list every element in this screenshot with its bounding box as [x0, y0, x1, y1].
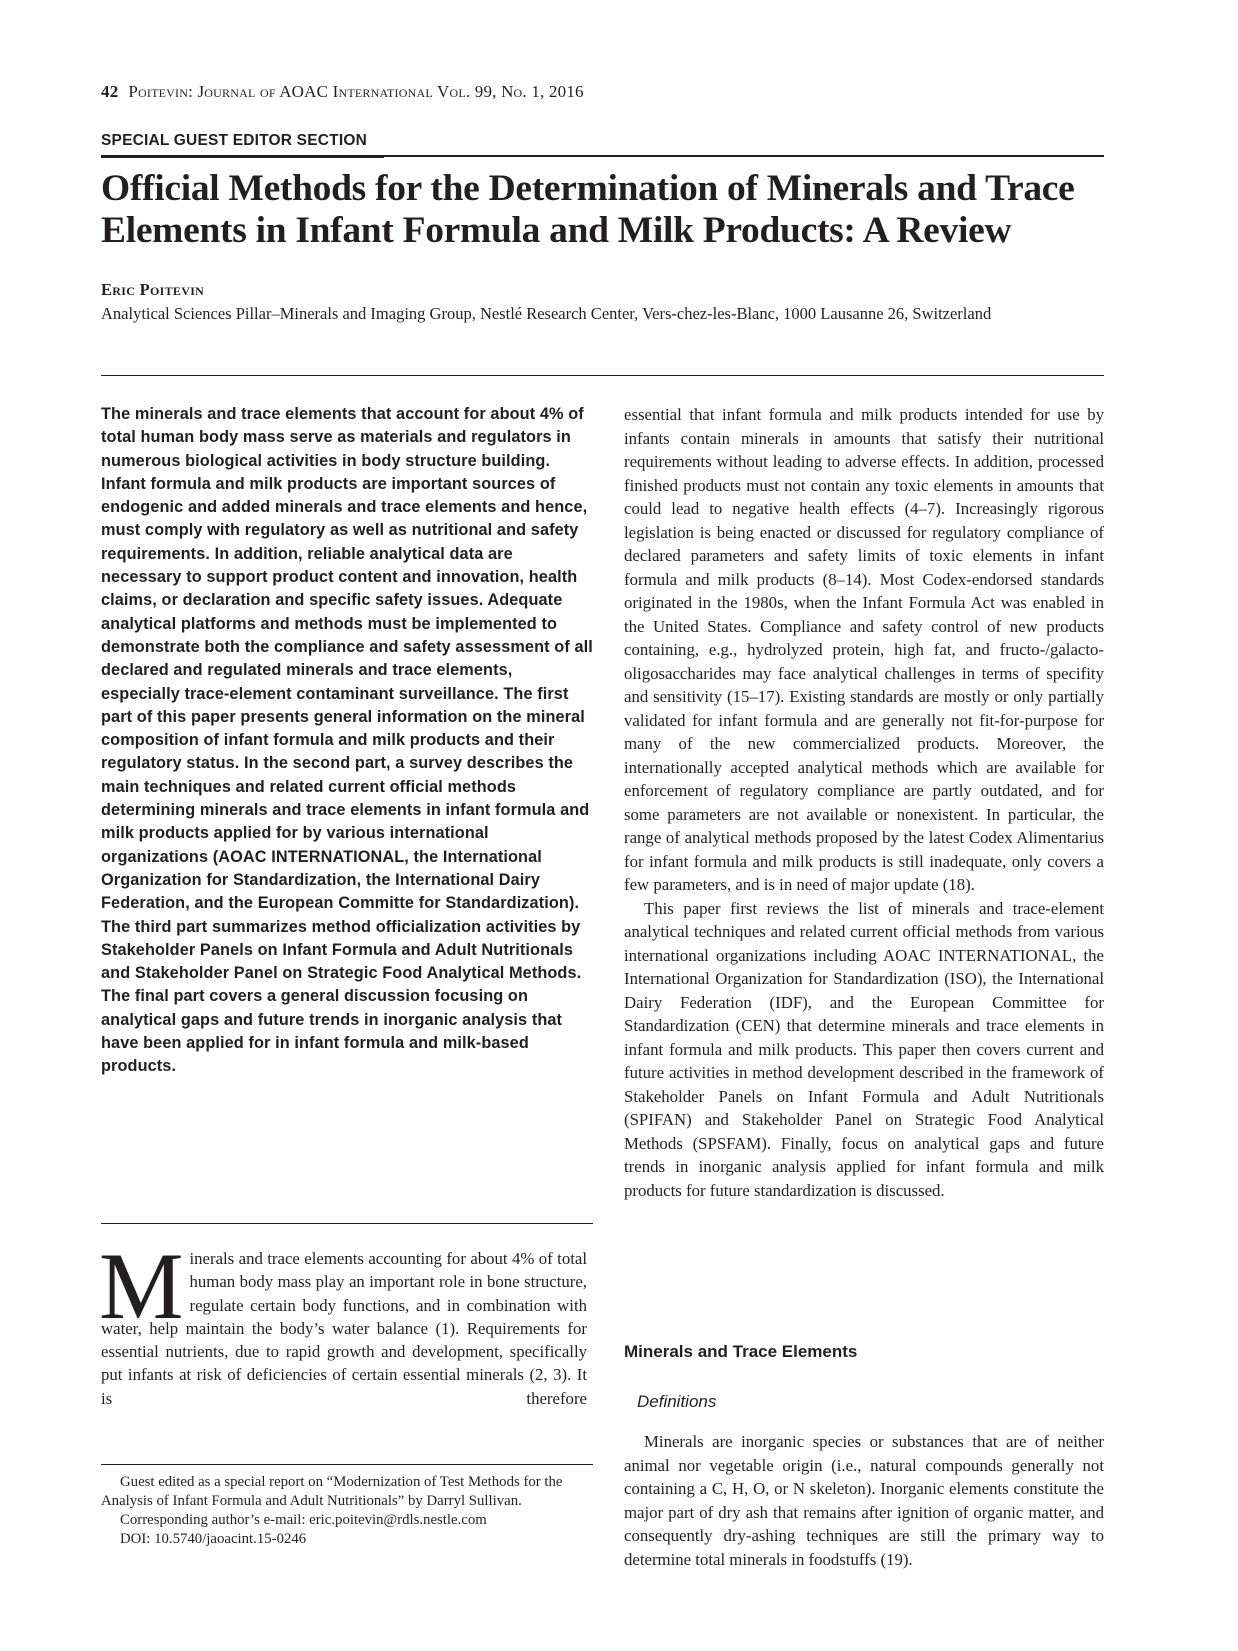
section-heading: Minerals and Trace Elements	[624, 1342, 858, 1361]
body-column-right	[624, 403, 1104, 1202]
section-rule-accent	[101, 155, 384, 158]
body-paragraph-2: This paper first reviews the list of minerals and trace-element analytical techniques and related current official methods from various international organizations including AOAC INTERNATIONAL, the International Organization for Standardization (ISO), the International Dairy Federation (IDF), and the European Committee for Standardization (CEN) that determine minerals and trace elements in infant formula and milk products. This paper then covers current and future activities in method development described in the framework of Stakeholder Panels on Infant Formula and Adult Nutritionals (SPIFAN) and Stakeholder Panel on Strategic Food Analytical Methods (SPSFAM). Finally, focus on analytical gaps and future trends in inorganic analysis applied for infant formula and milk products for future standardization is discussed.	[624, 898, 1104, 1200]
author-name: Eric Poitevin	[101, 280, 205, 299]
footnote-guest-edited: Guest edited as a special report on “Modernization of Test Methods for the Analysis of Infant Formula and Adult Nutritionals” by Darryl Sullivan.	[101, 1474, 563, 1509]
footnotes	[101, 1473, 593, 1549]
page-number: 42	[101, 82, 119, 101]
footnote-email: Corresponding author’s e-mail: eric.poitevin@rdls.nestle.com	[120, 1512, 487, 1528]
subsection-heading: Definitions	[637, 1392, 717, 1411]
footnote-divider	[101, 1464, 593, 1465]
footnote-doi: DOI: 10.5740/jaoacint.15-0246	[120, 1531, 307, 1547]
drop-cap: M	[99, 1233, 184, 1339]
section-label: SPECIAL GUEST EDITOR SECTION	[101, 132, 367, 149]
author-affiliation: Analytical Sciences Pillar–Minerals and Imaging Group, Nestlé Research Center, Vers-chez-les-Blanc, 1000 Lausanne 26, Switzerland	[101, 304, 992, 323]
running-head	[101, 82, 1101, 102]
intro-text: inerals and trace elements accounting for about 4% of total human body mass play an important role in bone structure, regulate certain body functions, and in combination with water, help maintain the body’s water balance (1). Requirements for essential nutrients, due to rapid growth and development, specifically put infants at risk of deficiencies of certain essential minerals (2, 3). It is therefore	[101, 1249, 587, 1408]
abstract-divider	[101, 1223, 593, 1224]
body-paragraph-1: essential that infant formula and milk products intended for use by infants contain minerals in amounts that satisfy their nutritional requirements without leading to adverse effects. In addition, processed finished products must not contain any toxic elements in amounts that could lead to negative health effects (4–7). Increasingly rigorous legislation is being enacted or discussed for regulatory compliance of declared parameters and safety limits of toxic elements in infant formula and milk products (8–14). Most Codex-endorsed standards originated in the 1980s, when the Infant Formula Act was enabled in the United States. Compliance and safety control of new products containing, e.g., hydrolyzed protein, high fat, and fructo-/galacto-oligosaccharides may face analytical challenges in terms of specifity and sensitivity (15–17). Existing standards are mostly or only partially validated for infant formula and are generally not fit-for-purpose for many of the new commercialized products. Moreover, the internationally accepted analytical methods which are available for enforcement of regulatory compliance are partly outdated, and for some parameters are not available or nonexistent. In particular, the range of analytical methods proposed by the latest Codex Alimentarius for infant formula and milk products is still inadequate, only covers a few parameters, and is in need of major update (18).	[624, 405, 1104, 894]
intro-paragraph	[99, 1233, 587, 1410]
abstract: The minerals and trace elements that account for about 4% of total human body mass serve as materials and regulators in numerous biological activities in body structure building. Infant formula and milk products are important sources of endogenic and added minerals and trace elements and hence, must comply with regulatory as well as nutritional and safety requirements. In addition, reliable analytical data are necessary to support product content and innovation, health claims, or declaration and specific safety issues. Adequate analytical platforms and methods must be implemented to demonstrate both the compliance and safety assessment of all declared and regulated minerals and trace elements, especially trace-element contaminant surveillance. The first part of this paper presents general information on the mineral composition of infant formula and milk products and their regulatory status. In the second part, a survey describes the main techniques and related current official methods determining minerals and trace elements in infant formula and milk products applied for by various international organizations (AOAC INTERNATIONAL, the International Organization for Standardization, the International Dairy Federation, and the European Committe for Standardization). The third part summarizes method officialization activities by Stakeholder Panels on Infant Formula and Adult Nutritionals and Stakeholder Panel on Strategic Food Analytical Methods. The final part covers a general discussion focusing on analytical gaps and future trends in inorganic analysis that have been applied for in infant formula and milk-based products.	[101, 405, 593, 1076]
header-divider	[101, 375, 1104, 376]
article-title: Official Methods for the Determination of Minerals and Trace Elements in Infant Formula and Milk Products: A Review	[101, 168, 1075, 251]
definitions-paragraph: Minerals are inorganic species or substances that are of neither animal nor vegetable origin (i.e., natural compounds generally not containing a C, H, O, or N skeleton). Inorganic elements constitute the major part of dry ash that remains after ignition of organic matter, and consequently dry-ashing techniques are still the primary way to determine total minerals in foodstuffs (19).	[624, 1432, 1104, 1569]
running-title: Poitevin: Journal of AOAC International Vol. 99, No. 1, 2016	[128, 82, 584, 101]
